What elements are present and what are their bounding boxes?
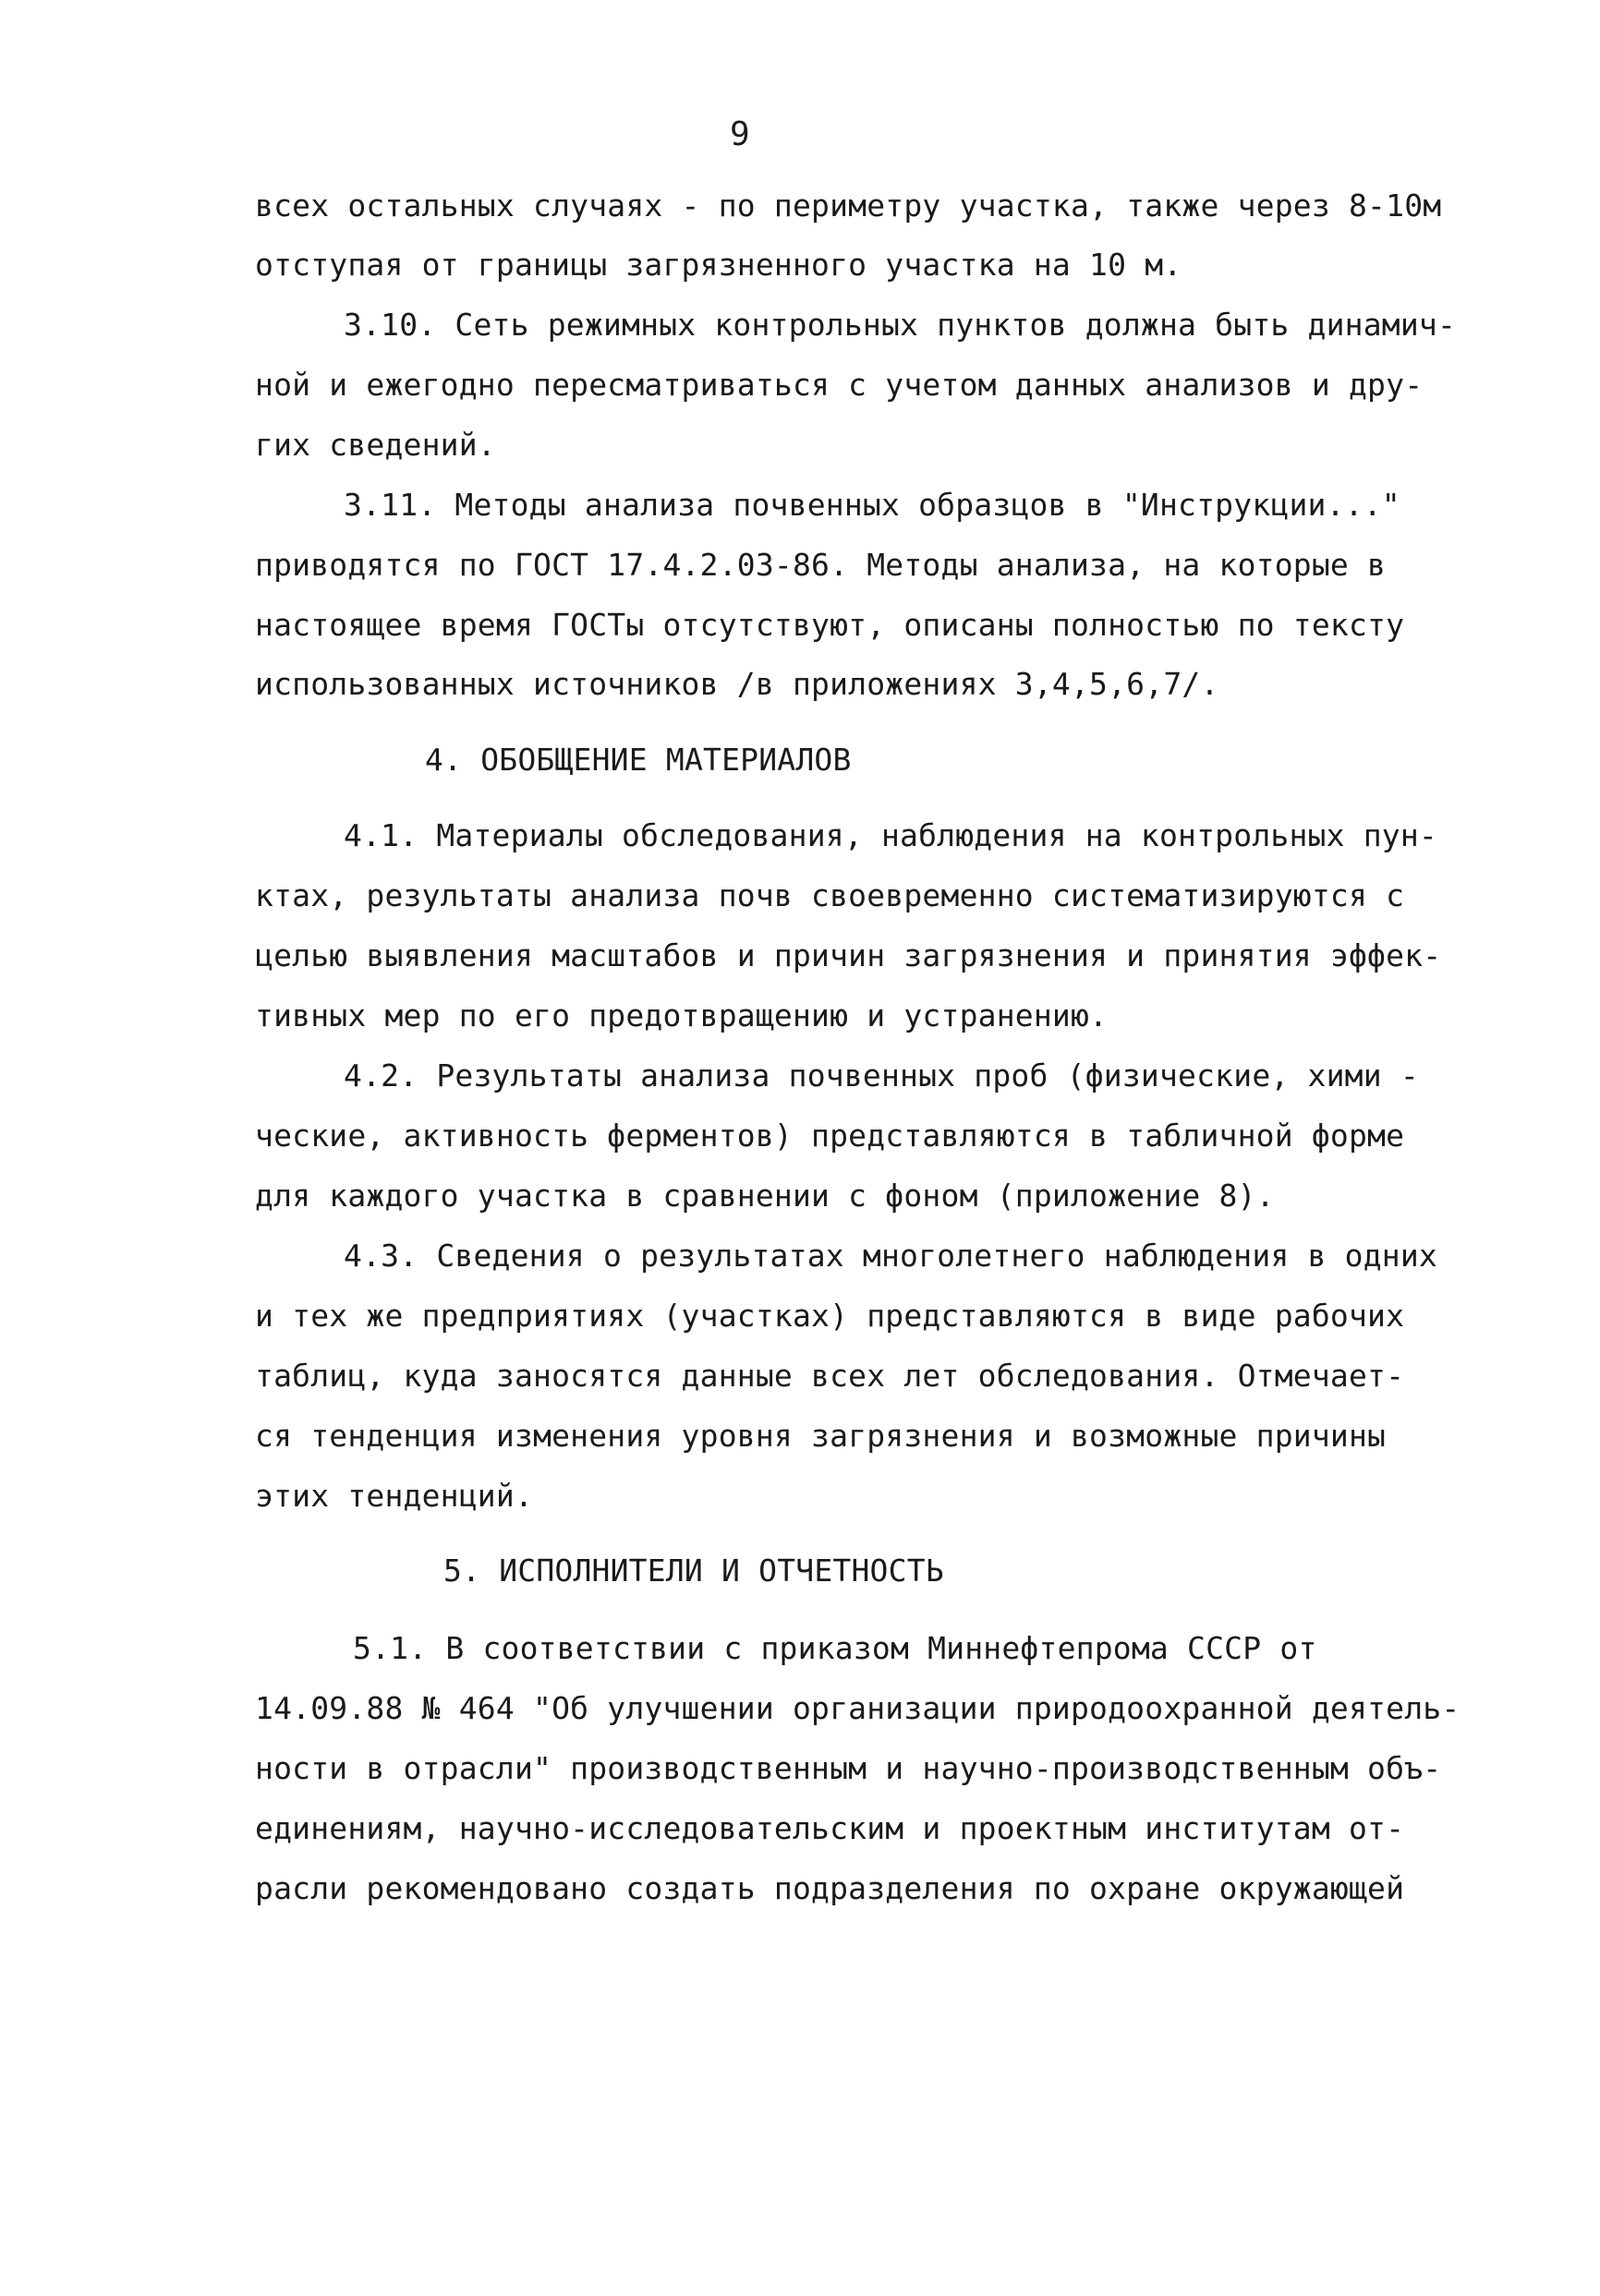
text-line: ности в отрасли" производственным и научно-производственным объ-	[255, 1750, 1442, 1786]
text-line: 5.1. В соответствии с приказом Миннефтепрома СССР от	[353, 1630, 1317, 1666]
text-line: 3.11. Методы анализа почвенных образцов в "Инструкции..."	[344, 487, 1400, 523]
text-line: для каждого участка в сравнении с фоном (приложение 8).	[255, 1178, 1275, 1214]
text-line: 4.2. Результаты анализа почвенных проб (физические, хими -	[344, 1057, 1419, 1094]
text-line: всех остальных случаях - по периметру участка, также через 8-10м	[255, 187, 1442, 224]
text-line: ной и ежегодно пересматриваться с учетом данных анализов и дру-	[255, 367, 1424, 403]
text-line: 14.09.88 № 464 "Об улучшении организации природоохранной деятель-	[255, 1690, 1461, 1726]
text-line: настоящее время ГОСТы отсутствуют, описаны полностью по тексту	[255, 607, 1405, 643]
text-line: тивных мер по его предотвращению и устранению.	[255, 997, 1109, 1033]
text-line: целью выявления масштабов и причин загрязнения и принятия эффек-	[255, 937, 1442, 973]
text-line: ческие, активность ферментов) представляются в табличной форме	[255, 1118, 1405, 1154]
text-line: отступая от границы загрязненного участка на 10 м.	[255, 247, 1182, 283]
text-line: 3.10. Сеть режимных контрольных пунктов должна быть динамич-	[344, 307, 1457, 343]
text-line: таблиц, куда заносятся данные всех лет обследования. Отмечает-	[255, 1358, 1405, 1394]
text-line: приводятся по ГОСТ 17.4.2.03-86. Методы анализа, на которые в	[255, 547, 1387, 583]
text-line: и тех же предприятиях (участках) представляются в виде рабочих	[255, 1298, 1405, 1334]
text-line: 4.3. Сведения о результатах многолетнего наблюдения в одних	[344, 1238, 1437, 1274]
text-line: использованных источников /в приложениях 3,4,5,6,7/.	[255, 666, 1219, 702]
text-line: 4.1. Материалы обследования, наблюдения на контрольных пун-	[344, 817, 1437, 853]
text-line: расли рекомендовано создать подразделения по охране окружающей	[255, 1870, 1405, 1906]
text-line: гих сведений.	[255, 427, 496, 463]
section-heading: 4. ОБОБЩЕНИЕ МАТЕРИАЛОВ	[425, 742, 852, 778]
text-line: единениям, научно-исследовательским и проектным институтам от-	[255, 1810, 1405, 1846]
text-line: ся тенденция изменения уровня загрязнения и возможные причины	[255, 1418, 1387, 1454]
text-line: ктах, результаты анализа почв своевременно систематизируются с	[255, 877, 1405, 913]
page-number: 9	[730, 115, 750, 153]
section-heading: 5. ИСПОЛНИТЕЛИ И ОТЧЕТНОСТЬ	[443, 1553, 944, 1589]
text-line: этих тенденций.	[255, 1478, 534, 1514]
